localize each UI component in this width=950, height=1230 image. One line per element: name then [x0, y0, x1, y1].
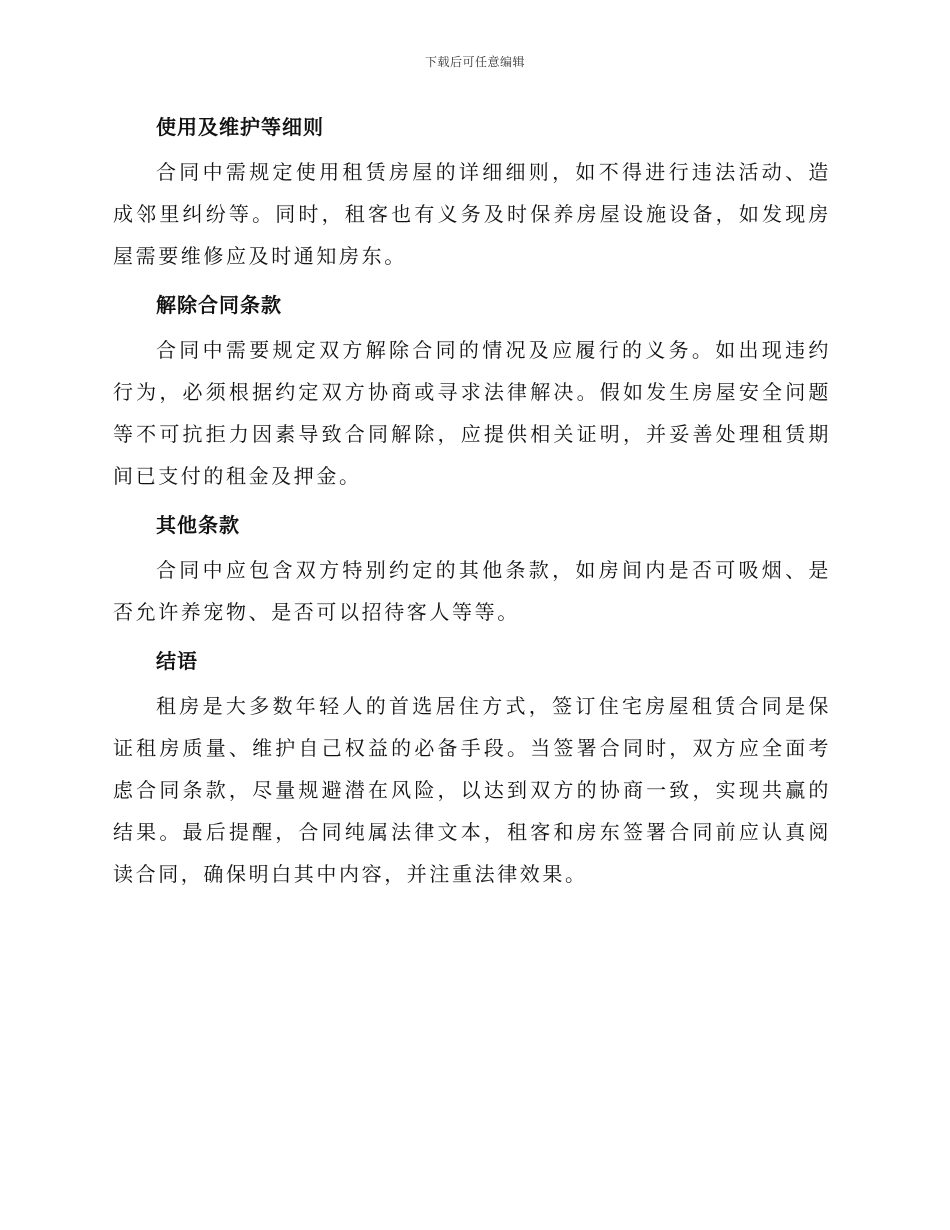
section-heading: 解除合同条款 [156, 293, 282, 317]
section-heading: 使用及维护等细则 [156, 115, 324, 139]
document-content [113, 107, 831, 901]
section-usage-maintenance [113, 107, 831, 277]
section-heading: 结语 [156, 649, 198, 673]
section-other-terms [113, 505, 831, 633]
section-termination [113, 285, 831, 497]
header-note: 下载后可任意编辑 [424, 55, 525, 69]
section-conclusion [113, 641, 831, 895]
section-heading: 其他条款 [156, 513, 240, 537]
section-paragraph: 合同中需规定使用租赁房屋的详细细则，如不得进行违法活动、造成邻里纠纷等。同时，租客也有义务及时保养房屋设施设备，如发现房屋需要维修应及时通知房东。 [113, 160, 831, 268]
section-paragraph: 合同中应包含双方特别约定的其他条款，如房间内是否可吸烟、是否允许养宠物、是否可以招待客人等等。 [113, 558, 831, 624]
section-paragraph: 租房是大多数年轻人的首选居住方式，签订住宅房屋租赁合同是保证租房质量、维护自己权益的必备手段。当签署合同时，双方应全面考虑合同条款，尽量规避潜在风险，以达到双方的协商一致，实现共赢的结果。最后提醒，合同纯属法律文本，租客和房东签署合同前应认真阅读合同，确保明白其中内容，并注重法律效果。 [113, 694, 831, 886]
section-paragraph: 合同中需要规定双方解除合同的情况及应履行的义务。如出现违约行为，必须根据约定双方协商或寻求法律解决。假如发生房屋安全问题等不可抗拒力因素导致合同解除，应提供相关证明，并妥善处理租赁期间已支付的租金及押金。 [113, 338, 831, 488]
